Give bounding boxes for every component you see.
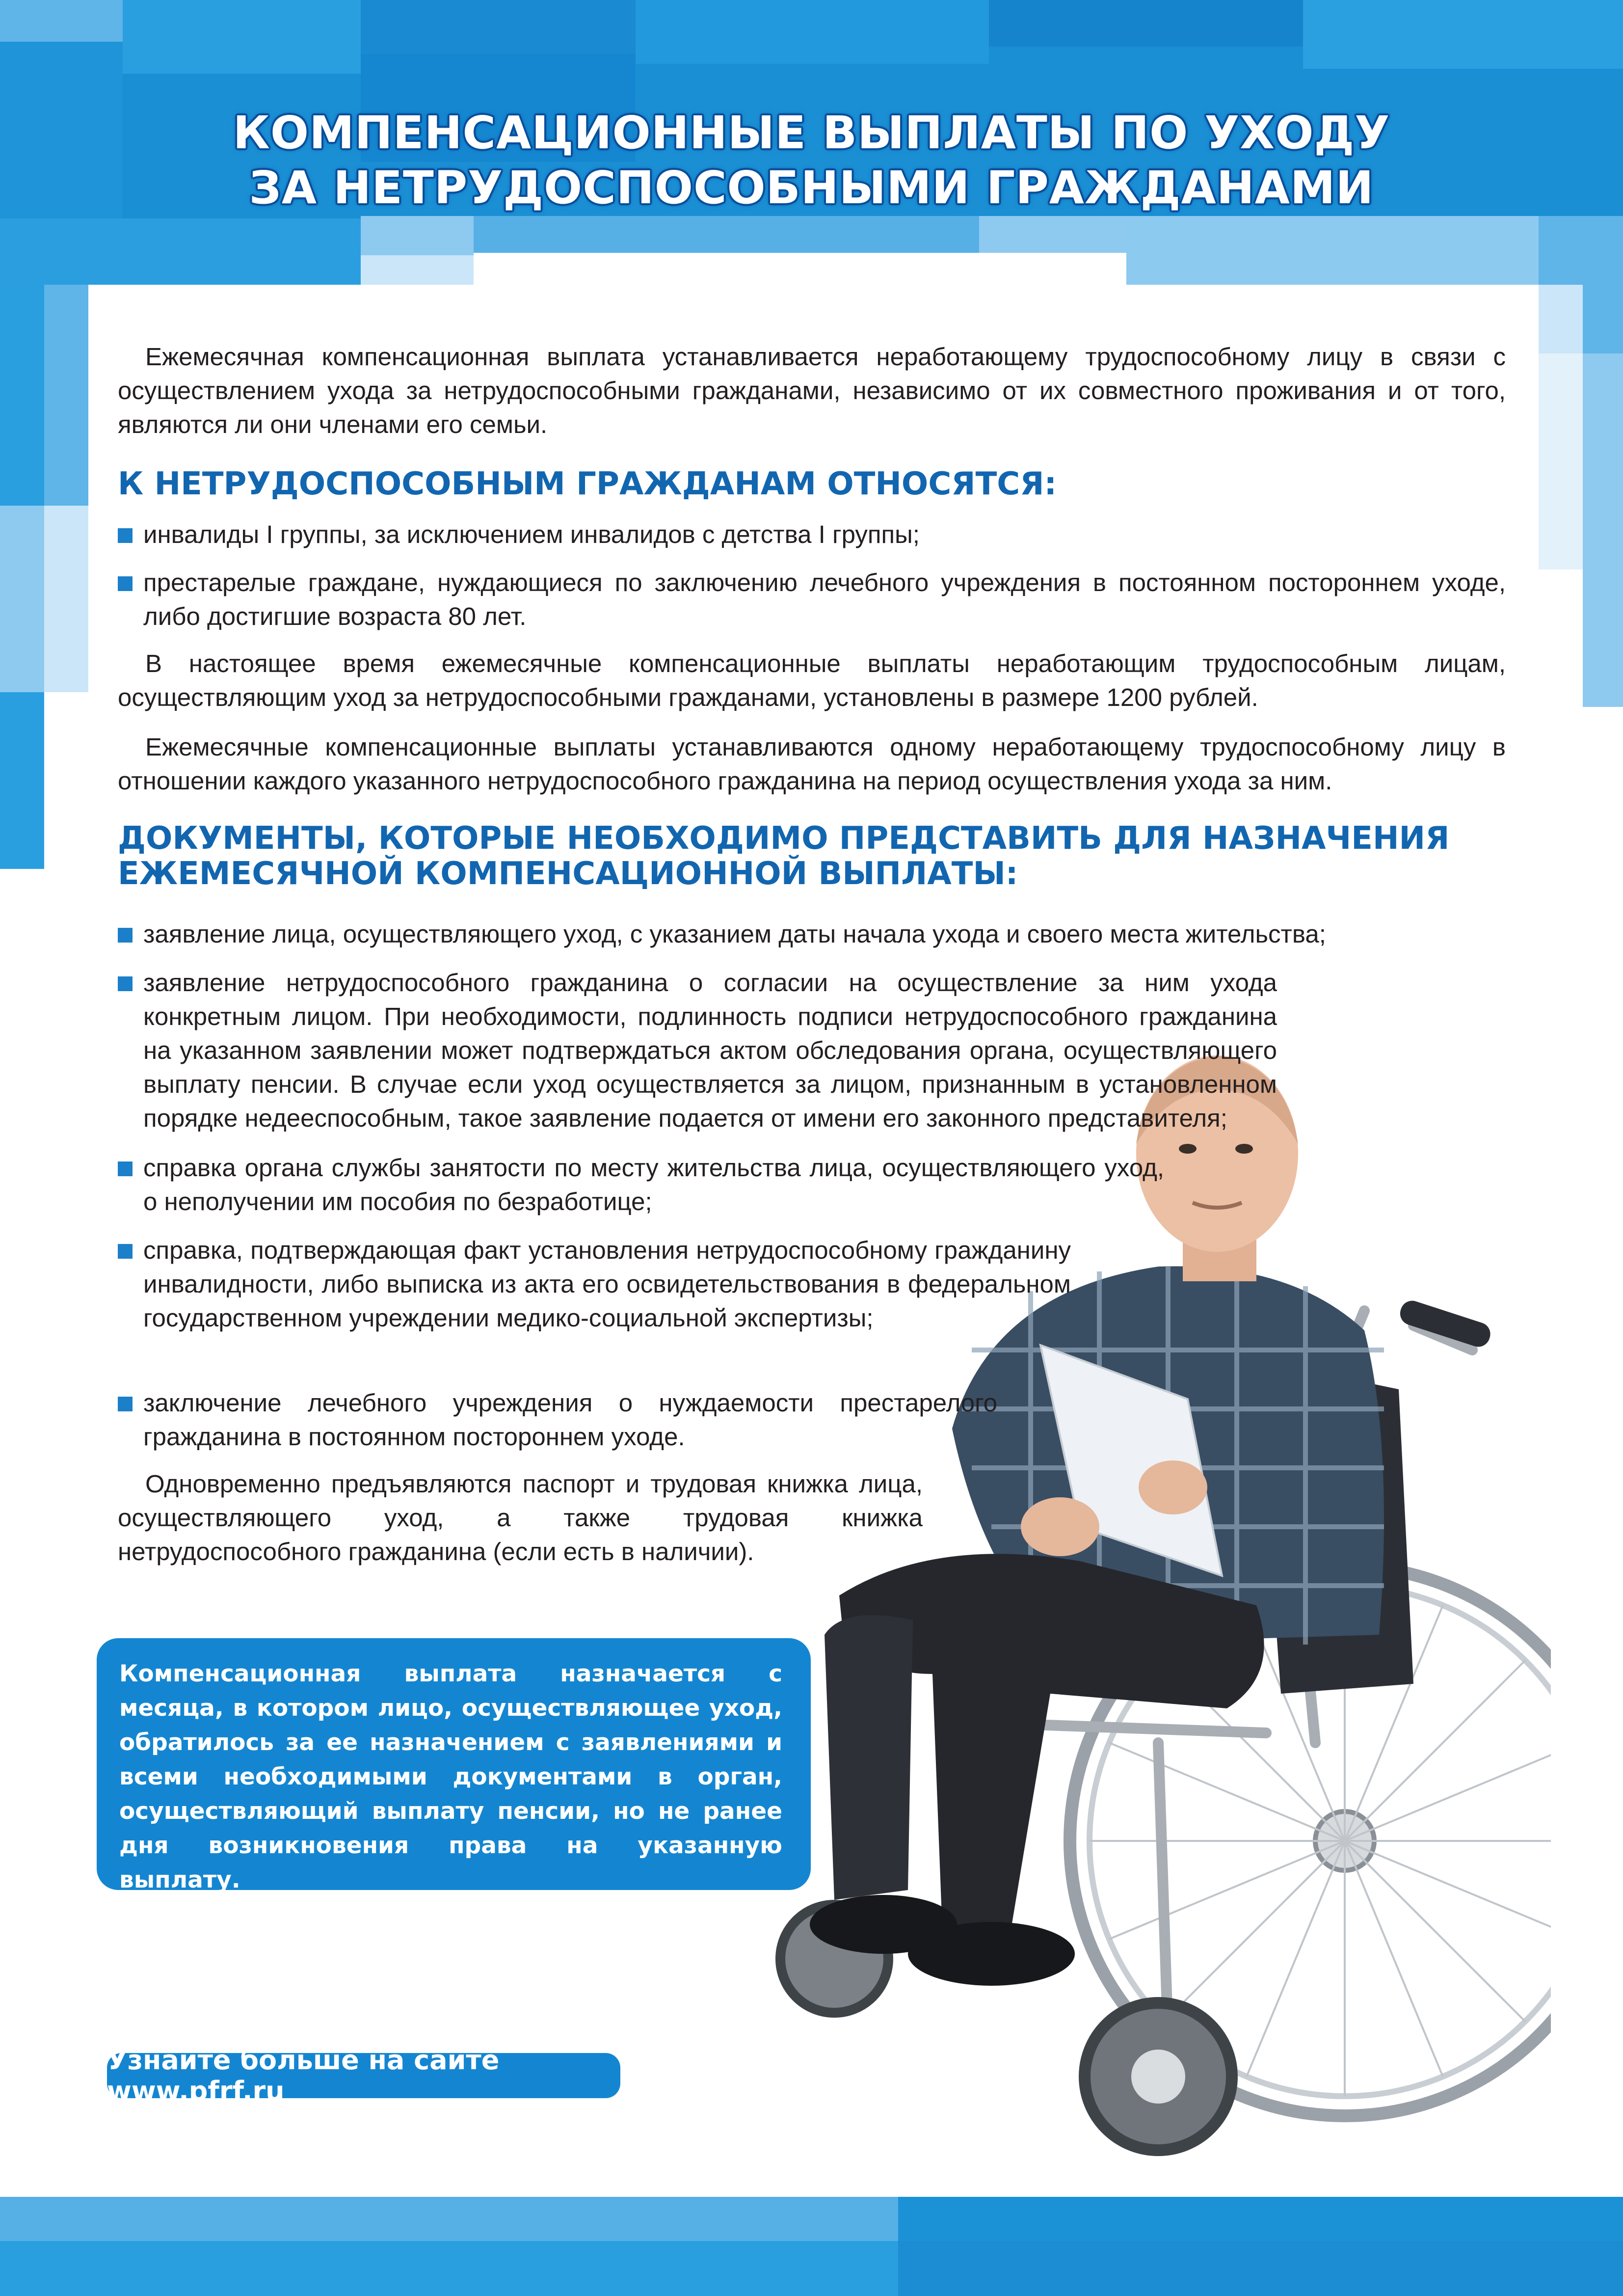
info-box-text: Компенсационная выплата назначается с месяца, в котором лицо, осуществляющее уход, обратилось за ее назначением с заявлениями и всеми необходимыми документами в орган, осуществляющий выплату пенсии, но не ранее дня возникновения права на указанную выплату.: [119, 1660, 782, 1893]
section1-heading: К НЕТРУДОСПОСОБНЫМ ГРАЖДАНАМ ОТНОСЯТСЯ:: [118, 466, 1057, 502]
section2-heading-line-2: ЕЖЕМЕСЯЧНОЙ КОМПЕНСАЦИОННОЙ ВЫПЛАТЫ:: [118, 856, 1018, 892]
info-box: [97, 1638, 811, 1893]
section2-heading: [118, 821, 1449, 891]
section2-bullet: заключение лечебного учреждения о нуждаемости престарелого гражданина в постоянном постороннем уходе.: [118, 1386, 997, 1454]
page-title-line-2: ЗА НЕТРУДОСПОСОБНЫМИ ГРАЖДАНАМИ: [249, 162, 1374, 214]
section2-bullet: заявление лица, осуществляющего уход, с указанием даты начала ухода и своего места жительства;: [118, 917, 1506, 951]
section1-paragraph: В настоящее время ежемесячные компенсационные выплаты неработающим трудоспособным лицам, осуществляющим уход за нетрудоспособными гражданами, установлены в размере 1200 рублей.: [118, 649, 1506, 711]
page-title-line-1: КОМПЕНСАЦИОННЫЕ ВЫПЛАТЫ ПО УХОДУ: [233, 107, 1390, 159]
page-title: [0, 106, 1623, 216]
intro-paragraph: Ежемесячная компенсационная выплата устанавливается неработающему трудоспособному лицу в связи с осуществлением ухода за нетрудоспособными гражданами, независимо от их совместного проживания и от того, являются ли они членами его семьи.: [118, 343, 1506, 438]
footer-background: [0, 2197, 1623, 2296]
section2-heading-line-1: ДОКУМЕНТЫ, КОТОРЫЕ НЕОБХОДИМО ПРЕДСТАВИТЬ ДЛЯ НАЗНАЧЕНИЯ: [118, 820, 1450, 857]
section2-closing: Одновременно предъявляются паспорт и трудовая книжка лица, осуществляющего уход, а также трудовая книжка нетрудоспособного гражданина (если есть в наличии).: [118, 1470, 923, 1566]
man-in-wheelchair-photo: [677, 1055, 1551, 2194]
section1-bullet: инвалиды I группы, за исключением инвалидов с детства I группы;: [118, 517, 1506, 551]
website-link-label: Узнайте больше на сайте www.pfrf.ru: [107, 2045, 500, 2107]
website-link-button[interactable]: [107, 2045, 620, 2107]
section2-bullet: справка органа службы занятости по месту жительства лица, осуществляющего уход, о неполучении им пособия по безработице;: [118, 1151, 1164, 1218]
left-side-decoration: [0, 285, 88, 869]
section2-bullet: заявление нетрудоспособного гражданина о согласии на осуществление за ним ухода конкретным лицом. При необходимости, подлинность подписи нетрудоспособного гражданина на указанном заявлении может подтверждаться актом обследования органа, осуществляющего выплату пенсии. В случае если уход осуществляется за лицом, признанным в установленном порядке недееспособным, такое заявление подается от имени его законного представителя;: [118, 966, 1277, 1135]
section1-paragraph: Ежемесячные компенсационные выплаты устанавливаются одному неработающему трудоспособному лицу в отношении каждого указанного нетрудоспособного гражданина на период осуществления ухода за ним.: [118, 733, 1506, 795]
shoe-icon: [908, 1922, 1075, 1986]
right-side-decoration: [1539, 285, 1623, 707]
section2-bullet: справка, подтверждающая факт установления нетрудоспособному гражданину инвалидности, либо выписка из акта его освидетельствования в федеральном государственном учреждении медико-социальной экспертизы;: [118, 1233, 1071, 1335]
section1-bullet: престарелые граждане, нуждающиеся по заключению лечебного учреждения в постоянном постороннем уходе, либо достигшие возраста 80 лет.: [118, 566, 1506, 633]
